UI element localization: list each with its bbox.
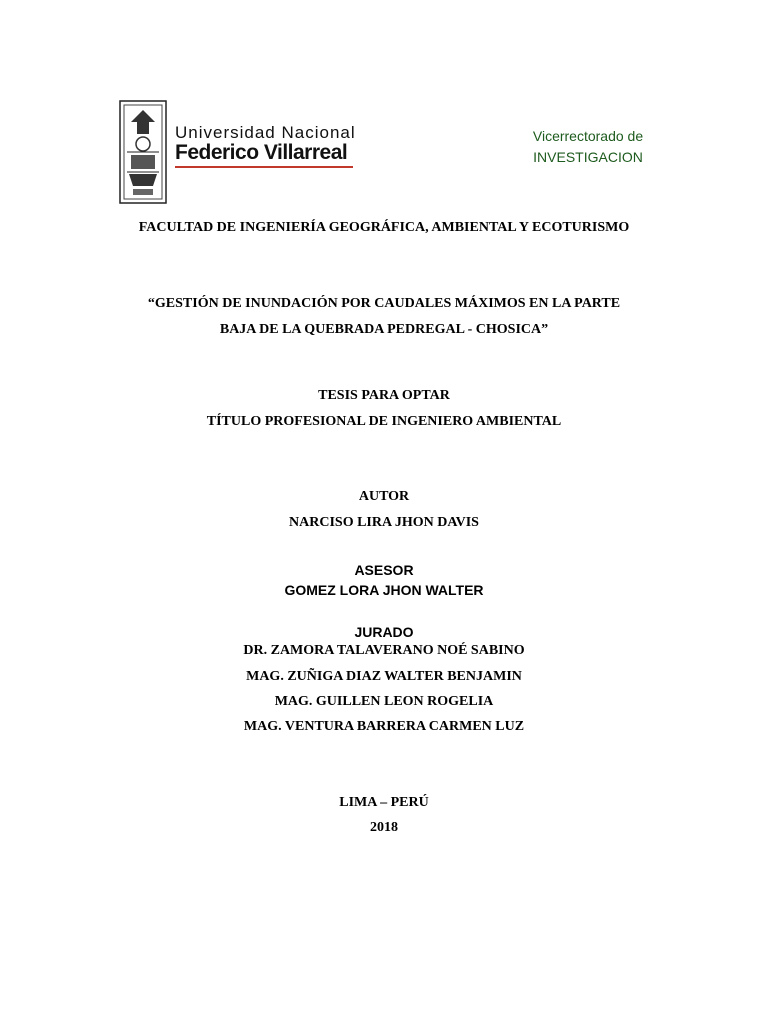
advisor-label: ASESOR bbox=[354, 562, 414, 578]
degree-line1: TESIS PARA OPTAR bbox=[318, 388, 450, 403]
degree-line2: TÍTULO PROFESIONAL DE INGENIERO AMBIENTAL bbox=[206, 414, 562, 429]
logo-underline bbox=[175, 166, 353, 168]
university-name-line1: Universidad Nacional bbox=[175, 123, 356, 142]
jury-member: MAG. VENTURA BARRERA CARMEN LUZ bbox=[243, 719, 525, 734]
university-name-line2: Federico Villarreal bbox=[175, 141, 348, 164]
vice-rectorate-line2: INVESTIGACION bbox=[533, 149, 643, 165]
city: LIMA – PERÚ bbox=[339, 795, 429, 810]
advisor-name: GOMEZ LORA JHON WALTER bbox=[284, 582, 484, 598]
thesis-title-line1: “GESTIÓN DE INUNDACIÓN POR CAUDALES MÁXIMOS EN LA PARTE bbox=[147, 296, 621, 311]
jury-member: DR. ZAMORA TALAVERANO NOÉ SABINO bbox=[243, 643, 525, 658]
author-label: AUTOR bbox=[358, 489, 410, 504]
jury-member: MAG. GUILLEN LEON ROGELIA bbox=[274, 694, 494, 709]
year: 2018 bbox=[370, 820, 398, 835]
thesis-title-line2: BAJA DE LA QUEBRADA PEDREGAL - CHOSICA” bbox=[219, 322, 549, 337]
faculty-name: FACULTAD DE INGENIERÍA GEOGRÁFICA, AMBIENTAL Y ECOTURISMO bbox=[138, 220, 630, 235]
jury-label: JURADO bbox=[354, 624, 414, 640]
vice-rectorate-line1: Vicerrectorado de bbox=[532, 128, 644, 144]
university-crest-icon bbox=[119, 100, 167, 204]
author-name: NARCISO LIRA JHON DAVIS bbox=[289, 515, 479, 530]
jury-member: MAG. ZUÑIGA DIAZ WALTER BENJAMIN bbox=[246, 669, 522, 684]
